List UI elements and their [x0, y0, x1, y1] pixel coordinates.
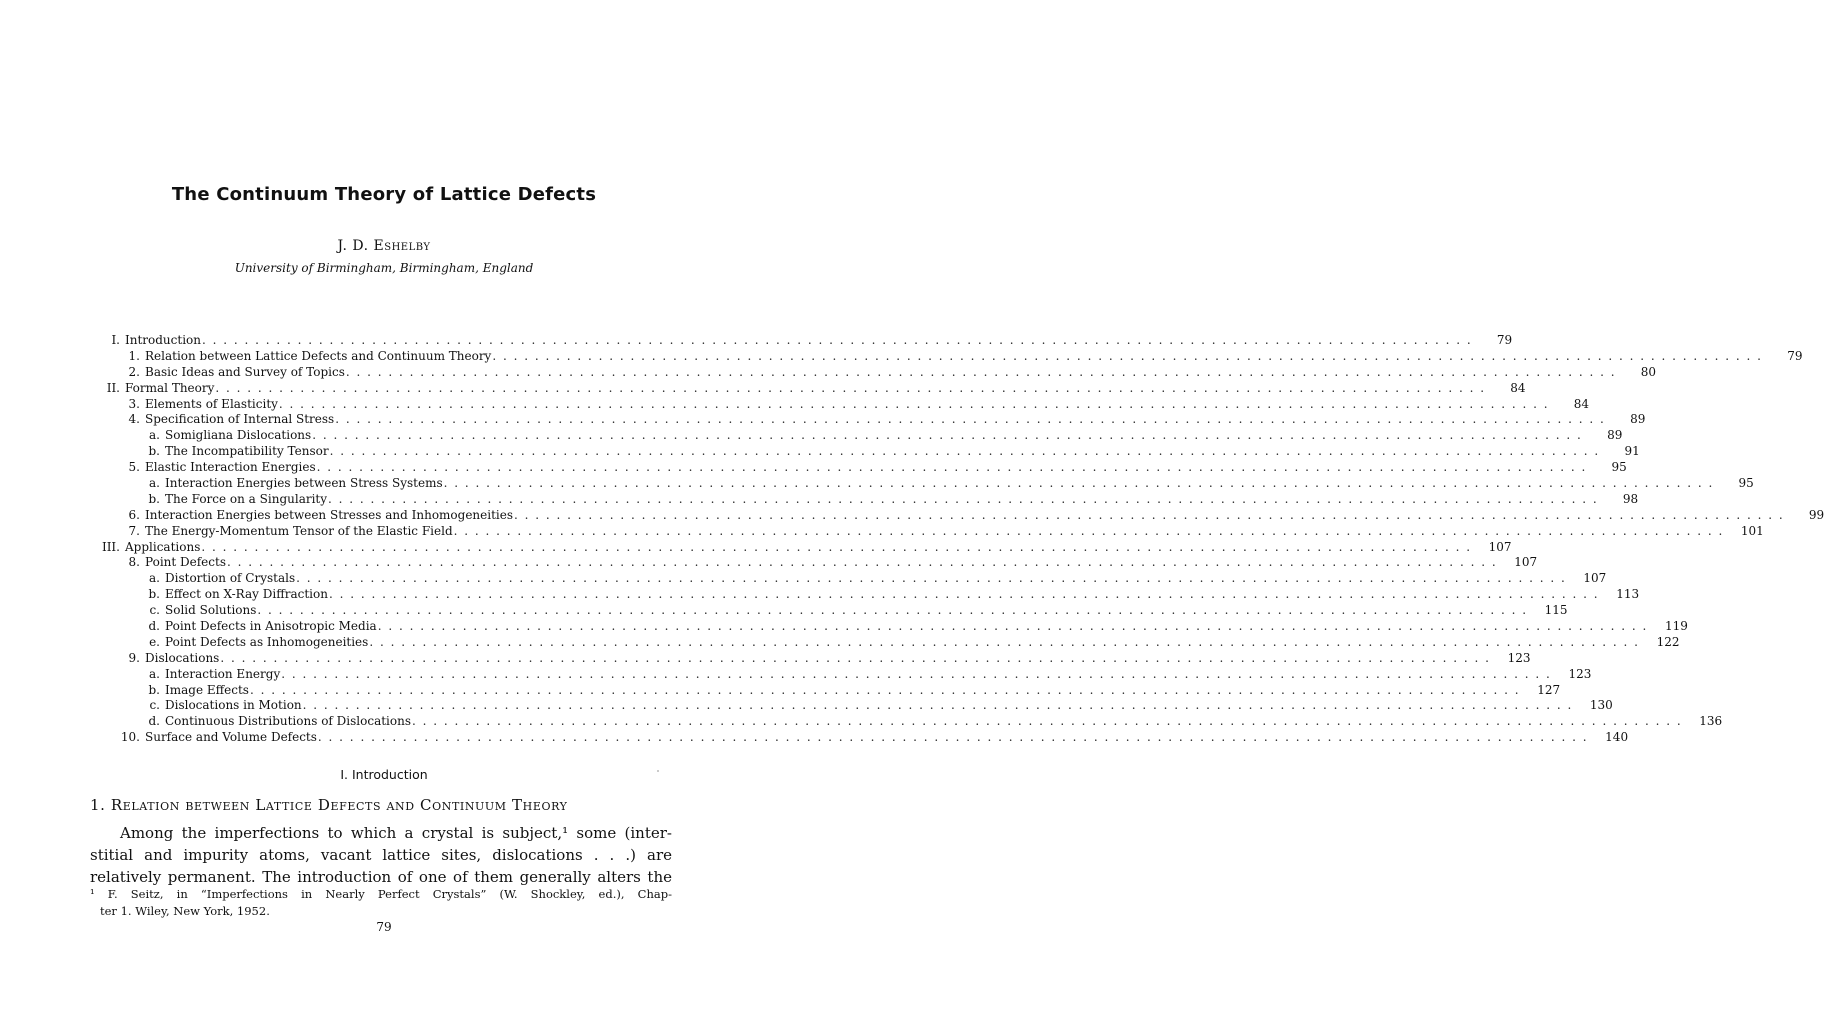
toc-entry-number: 5.	[128, 460, 140, 475]
toc-entry-title: Surface and Volume Defects	[145, 730, 317, 745]
toc-entry-title: Image Effects	[165, 682, 249, 697]
toc-entry	[90, 507, 1824, 524]
toc-entry	[90, 412, 1646, 428]
toc-entry-number: 7.	[128, 523, 140, 538]
toc-entry	[90, 539, 1512, 556]
toc-entry-number: 8.	[128, 555, 140, 570]
toc-entry-page: 130	[1589, 698, 1613, 713]
toc-entry-number: e.	[149, 634, 160, 649]
toc-entry	[90, 714, 1723, 730]
toc-entry-page: 84	[1573, 396, 1590, 411]
toc-entry-title: Interaction Energies between Stress Systems	[165, 476, 443, 491]
toc-entry-number: c.	[149, 698, 160, 713]
toc-entry	[90, 491, 1639, 508]
body-line: relatively permanent. The introduction of one of them generally alters the	[90, 868, 672, 886]
footnote-line: ter 1. Wiley, New York, 1952.	[100, 904, 270, 918]
body-line: Among the imperfections to which a crystal is subject,¹ some (inter-	[120, 824, 672, 842]
toc-entry-title: Interaction Energy	[165, 666, 281, 681]
toc-leader-dots: . . . . . . . . . . . . . . . . . . . . . . . . . . . . . . . . . . . . . . . . . . . . . . . . . . . . . . . . . . . . . . . . . . . . . . . . . . . . . . . . . . . . . . . . . . . . . . . . . . . . . . . . . . . . . . . . . . . . . . . .	[377, 619, 1648, 634]
toc-entry-page: 136	[1699, 714, 1723, 729]
toc-leader-dots: . . . . . . . . . . . . . . . . . . . . . . . . . . . . . . . . . . . . . . . . . . . . . . . . . . . . . . . . . . . . . . . . . . . . . . . . . . . . . . . . . . . . . . . . . . . . . . . . . . . . . . . . . . . . . . . . . . . . . . . .	[281, 666, 1552, 681]
toc-entry-number: II.	[106, 380, 120, 395]
toc-entry-number: d.	[148, 714, 160, 729]
toc-entry-page: 123	[1568, 666, 1592, 681]
toc-leader-dots: . . . . . . . . . . . . . . . . . . . . . . . . . . . . . . . . . . . . . . . . . . . . . . . . . . . . . . . . . . . . . . . . . . . . . . . . . . . . . . . . . . . . . . . . . . . . . . . . . . . . . . . . . . . . . . . . . . . . . . . .	[202, 333, 1473, 347]
toc-entry-page: 107	[1583, 571, 1607, 586]
toc-entry-title: Applications	[125, 539, 201, 554]
toc-entry	[90, 364, 1657, 381]
toc-entry-title: Point Defects in Anisotropic Media	[165, 619, 377, 634]
toc-entry-page: 107	[1488, 539, 1512, 554]
toc-entry-page: 98	[1622, 491, 1639, 506]
toc-entry-number: 4.	[128, 412, 140, 427]
toc-entry-title: Point Defects	[145, 555, 226, 570]
toc-entry	[90, 587, 1640, 603]
toc-entry-page: 79	[1787, 348, 1803, 363]
toc-entry	[90, 619, 1688, 635]
toc-entry-title: Elastic Interaction Energies	[145, 460, 316, 475]
toc-entry	[90, 730, 1629, 746]
toc-entry-title: Elements of Elasticity	[145, 396, 278, 411]
toc-leader-dots: . . . . . . . . . . . . . . . . . . . . . . . . . . . . . . . . . . . . . . . . . . . . . . . . . . . . . . . . . . . . . . . . . . . . . . . . . . . . . . . . . . . . . . . . . . . . . . . . . . . . . . . . . . . . . . . . . . . . . . . .	[201, 539, 1472, 554]
scan-speck	[657, 770, 659, 772]
toc-entry-number: 2.	[128, 364, 140, 379]
toc-entry-number: a.	[149, 666, 160, 681]
toc-entry	[90, 523, 1764, 540]
toc-entry-number: b.	[148, 491, 160, 506]
toc-entry	[90, 682, 1561, 699]
toc-entry-page: 95	[1738, 476, 1754, 491]
toc-leader-dots: . . . . . . . . . . . . . . . . . . . . . . . . . . . . . . . . . . . . . . . . . . . . . . . . . . . . . . . . . . . . . . . . . . . . . . . . . . . . . . . . . . . . . . . . . . . . . . . . . . . . . . . . . . . . . . . . . . . . . . . .	[329, 444, 1600, 459]
toc-entry-title: Effect on X-Ray Diffraction	[165, 587, 328, 602]
toc-entry-number: b.	[148, 682, 160, 697]
toc-entry-number: I.	[111, 333, 120, 347]
toc-leader-dots: . . . . . . . . . . . . . . . . . . . . . . . . . . . . . . . . . . . . . . . . . . . . . . . . . . . . . . . . . . . . . . . . . . . . . . . . . . . . . . . . . . . . . . . . . . . . . . . . . . . . . . . . . . . . . . . . . . . . . . . .	[296, 571, 1567, 586]
toc-leader-dots: . . . . . . . . . . . . . . . . . . . . . . . . . . . . . . . . . . . . . . . . . . . . . . . . . . . . . . . . . . . . . . . . . . . . . . . . . . . . . . . . . . . . . . . . . . . . . . . . . . . . . . . . . . . . . . . . . . . . . . . .	[514, 507, 1785, 522]
toc-entry	[90, 476, 1754, 492]
toc-entry	[90, 380, 1526, 397]
toc-entry	[90, 666, 1592, 683]
toc-entry-page: 84	[1510, 380, 1526, 395]
toc-leader-dots: . . . . . . . . . . . . . . . . . . . . . . . . . . . . . . . . . . . . . . . . . . . . . . . . . . . . . . . . . . . . . . . . . . . . . . . . . . . . . . . . . . . . . . . . . . . . . . . . . . . . . . . . . . . . . . . . . . . . . . . .	[302, 698, 1573, 713]
toc-entry-title: Introduction	[125, 333, 201, 347]
toc-entry-title: Distortion of Crystals	[165, 571, 296, 586]
body-line: stitial and impurity atoms, vacant lattice sites, dislocations . . .) are	[90, 846, 672, 864]
toc-entry	[90, 603, 1568, 619]
toc-leader-dots: . . . . . . . . . . . . . . . . . . . . . . . . . . . . . . . . . . . . . . . . . . . . . . . . . . . . . . . . . . . . . . . . . . . . . . . . . . . . . . . . . . . . . . . . . . . . . . . . . . . . . . . . . . . . . . . . . . . . . . . .	[278, 396, 1550, 411]
toc-entry-page: 113	[1616, 587, 1640, 602]
toc-leader-dots: . . . . . . . . . . . . . . . . . . . . . . . . . . . . . . . . . . . . . . . . . . . . . . . . . . . . . . . . . . . . . . . . . . . . . . . . . . . . . . . . . . . . . . . . . . . . . . . . . . . . . . . . . . . . . . . . . . . . . . . .	[257, 603, 1528, 618]
toc-leader-dots: . . . . . . . . . . . . . . . . . . . . . . . . . . . . . . . . . . . . . . . . . . . . . . . . . . . . . . . . . . . . . . . . . . . . . . . . . . . . . . . . . . . . . . . . . . . . . . . . . . . . . . . . . . . . . . . . . . . . . . . .	[312, 428, 1583, 443]
toc-leader-dots: . . . . . . . . . . . . . . . . . . . . . . . . . . . . . . . . . . . . . . . . . . . . . . . . . . . . . . . . . . . . . . . . . . . . . . . . . . . . . . . . . . . . . . . . . . . . . . . . . . . . . . . . . . . . . . . . . . . . . . . .	[412, 714, 1683, 729]
toc-entry-title: Formal Theory	[125, 380, 215, 395]
toc-entry-page: 115	[1544, 603, 1568, 618]
page-number: 79	[376, 920, 392, 934]
toc-leader-dots: . . . . . . . . . . . . . . . . . . . . . . . . . . . . . . . . . . . . . . . . . . . . . . . . . . . . . . . . . . . . . . . . . . . . . . . . . . . . . . . . . . . . . . . . . . . . . . . . . . . . . . . . . . . . . . . . . . . . . . . .	[215, 380, 1486, 395]
toc-entry-title: Continuous Distributions of Dislocations	[165, 714, 411, 729]
toc-entry-title: Somigliana Dislocations	[165, 428, 312, 443]
toc-entry-title: Point Defects as Inhomogeneities	[165, 634, 369, 649]
toc-entry-title: Dislocations	[145, 650, 220, 665]
toc-leader-dots: . . . . . . . . . . . . . . . . . . . . . . . . . . . . . . . . . . . . . . . . . . . . . . . . . . . . . . . . . . . . . . . . . . . . . . . . . . . . . . . . . . . . . . . . . . . . . . . . . . . . . . . . . . . . . . . . . . . . . . . .	[220, 650, 1491, 665]
toc-entry-title: The Incompatibility Tensor	[165, 444, 329, 459]
toc-entry-page: 123	[1507, 650, 1531, 665]
toc-leader-dots: . . . . . . . . . . . . . . . . . . . . . . . . . . . . . . . . . . . . . . . . . . . . . . . . . . . . . . . . . . . . . . . . . . . . . . . . . . . . . . . . . . . . . . . . . . . . . . . . . . . . . . . . . . . . . . . . . . . . . . . .	[492, 348, 1763, 363]
toc-entry-page: 80	[1640, 364, 1657, 379]
toc-entry-page: 95	[1611, 460, 1627, 475]
toc-entry-title: The Energy-Momentum Tensor of the Elastic Field	[145, 523, 453, 538]
toc-entry	[90, 571, 1607, 587]
toc-entry-number: c.	[149, 603, 160, 618]
toc-entry-number: a.	[149, 571, 160, 586]
toc-leader-dots: . . . . . . . . . . . . . . . . . . . . . . . . . . . . . . . . . . . . . . . . . . . . . . . . . . . . . . . . . . . . . . . . . . . . . . . . . . . . . . . . . . . . . . . . . . . . . . . . . . . . . . . . . . . . . . . . . . . . . . . .	[249, 682, 1521, 697]
toc-entry	[90, 428, 1623, 444]
footnote	[90, 886, 672, 920]
toc-leader-dots: . . . . . . . . . . . . . . . . . . . . . . . . . . . . . . . . . . . . . . . . . . . . . . . . . . . . . . . . . . . . . . . . . . . . . . . . . . . . . . . . . . . . . . . . . . . . . . . . . . . . . . . . . . . . . . . . . . . . . . . .	[443, 476, 1714, 491]
toc-entry-page: 101	[1740, 523, 1764, 538]
toc-entry-title: The Force on a Singularity	[165, 491, 328, 506]
toc-leader-dots: . . . . . . . . . . . . . . . . . . . . . . . . . . . . . . . . . . . . . . . . . . . . . . . . . . . . . . . . . . . . . . . . . . . . . . . . . . . . . . . . . . . . . . . . . . . . . . . . . . . . . . . . . . . . . . . . . . . . . . . .	[335, 412, 1606, 427]
toc-leader-dots: . . . . . . . . . . . . . . . . . . . . . . . . . . . . . . . . . . . . . . . . . . . . . . . . . . . . . . . . . . . . . . . . . . . . . . . . . . . . . . . . . . . . . . . . . . . . . . . . . . . . . . . . . . . . . . . . . . . . . . . .	[328, 587, 1600, 602]
toc-entry-page: 91	[1624, 444, 1640, 459]
toc-entry-page: 119	[1664, 619, 1688, 634]
toc-entry-number: 10.	[120, 730, 140, 745]
toc-entry-page: 107	[1514, 555, 1538, 570]
toc-leader-dots: . . . . . . . . . . . . . . . . . . . . . . . . . . . . . . . . . . . . . . . . . . . . . . . . . . . . . . . . . . . . . . . . . . . . . . . . . . . . . . . . . . . . . . . . . . . . . . . . . . . . . . . . . . . . . . . . . . . . . . . .	[226, 555, 1498, 570]
toc-entry-page: 127	[1537, 682, 1561, 697]
toc-entry-page: 89	[1607, 428, 1623, 443]
toc-entry	[90, 348, 1803, 365]
toc-leader-dots: . . . . . . . . . . . . . . . . . . . . . . . . . . . . . . . . . . . . . . . . . . . . . . . . . . . . . . . . . . . . . . . . . . . . . . . . . . . . . . . . . . . . . . . . . . . . . . . . . . . . . . . . . . . . . . . . . . . . . . . .	[317, 730, 1589, 745]
toc-entry-page: 79	[1496, 333, 1513, 347]
toc-entry-number: b.	[148, 587, 160, 602]
toc-entry-page: 140	[1605, 730, 1629, 745]
toc-leader-dots: . . . . . . . . . . . . . . . . . . . . . . . . . . . . . . . . . . . . . . . . . . . . . . . . . . . . . . . . . . . . . . . . . . . . . . . . . . . . . . . . . . . . . . . . . . . . . . . . . . . . . . . . . . . . . . . . . . . . . . . .	[328, 491, 1599, 506]
toc-entry-number: 1.	[128, 348, 140, 363]
toc-entry-number: b.	[148, 444, 160, 459]
toc-entry-title: Relation between Lattice Defects and Continuum Theory	[145, 348, 492, 363]
toc-entry-number: d.	[148, 619, 160, 634]
author-name: J. D. Eshelby	[337, 238, 431, 254]
author-affiliation: University of Birmingham, Birmingham, England	[234, 261, 534, 275]
footnote-line: ¹ F. Seitz, in “Imperfections in Nearly Perfect Crystals” (W. Shockley, ed.), Chap-	[90, 887, 672, 901]
body-paragraph	[90, 822, 672, 888]
toc-entry-title: Solid Solutions	[165, 603, 257, 618]
toc-entry	[90, 698, 1613, 714]
toc-leader-dots: . . . . . . . . . . . . . . . . . . . . . . . . . . . . . . . . . . . . . . . . . . . . . . . . . . . . . . . . . . . . . . . . . . . . . . . . . . . . . . . . . . . . . . . . . . . . . . . . . . . . . . . . . . . . . . . . . . . . . . . .	[453, 523, 1724, 538]
toc-entry-number: a.	[149, 428, 160, 443]
article-title: The Continuum Theory of Lattice Defects	[171, 184, 597, 205]
toc-entry	[90, 555, 1538, 571]
toc-entry-number: a.	[149, 476, 160, 491]
toc-entry	[90, 333, 1513, 349]
toc-entry-number: 9.	[128, 650, 140, 665]
toc-entry-title: Specification of Internal Stress	[145, 412, 335, 427]
toc-entry-number: 6.	[128, 507, 140, 522]
toc-entry	[90, 444, 1640, 460]
toc-entry	[90, 634, 1680, 651]
toc-entry-title: Interaction Energies between Stresses and Inhomogeneities	[145, 507, 514, 522]
toc-entry	[90, 460, 1627, 476]
table-of-contents	[90, 333, 1824, 746]
toc-entry-page: 89	[1630, 412, 1646, 427]
section-heading: I. Introduction	[340, 767, 428, 782]
toc-entry-title: Basic Ideas and Survey of Topics	[145, 364, 345, 379]
toc-leader-dots: . . . . . . . . . . . . . . . . . . . . . . . . . . . . . . . . . . . . . . . . . . . . . . . . . . . . . . . . . . . . . . . . . . . . . . . . . . . . . . . . . . . . . . . . . . . . . . . . . . . . . . . . . . . . . . . . . . . . . . . .	[316, 460, 1587, 475]
toc-leader-dots: . . . . . . . . . . . . . . . . . . . . . . . . . . . . . . . . . . . . . . . . . . . . . . . . . . . . . . . . . . . . . . . . . . . . . . . . . . . . . . . . . . . . . . . . . . . . . . . . . . . . . . . . . . . . . . . . . . . . . . . .	[369, 634, 1640, 649]
toc-entry-number: 3.	[128, 396, 140, 411]
toc-leader-dots: . . . . . . . . . . . . . . . . . . . . . . . . . . . . . . . . . . . . . . . . . . . . . . . . . . . . . . . . . . . . . . . . . . . . . . . . . . . . . . . . . . . . . . . . . . . . . . . . . . . . . . . . . . . . . . . . . . . . . . . .	[345, 364, 1617, 379]
toc-entry-page: 99	[1808, 507, 1824, 522]
toc-entry	[90, 650, 1531, 667]
toc-entry-page: 122	[1656, 634, 1680, 649]
subsection-heading: 1. Relation between Lattice Defects and Continuum Theory	[90, 796, 568, 814]
toc-entry-title: Dislocations in Motion	[165, 698, 302, 713]
toc-entry-number: III.	[101, 539, 120, 554]
toc-entry	[90, 396, 1590, 413]
